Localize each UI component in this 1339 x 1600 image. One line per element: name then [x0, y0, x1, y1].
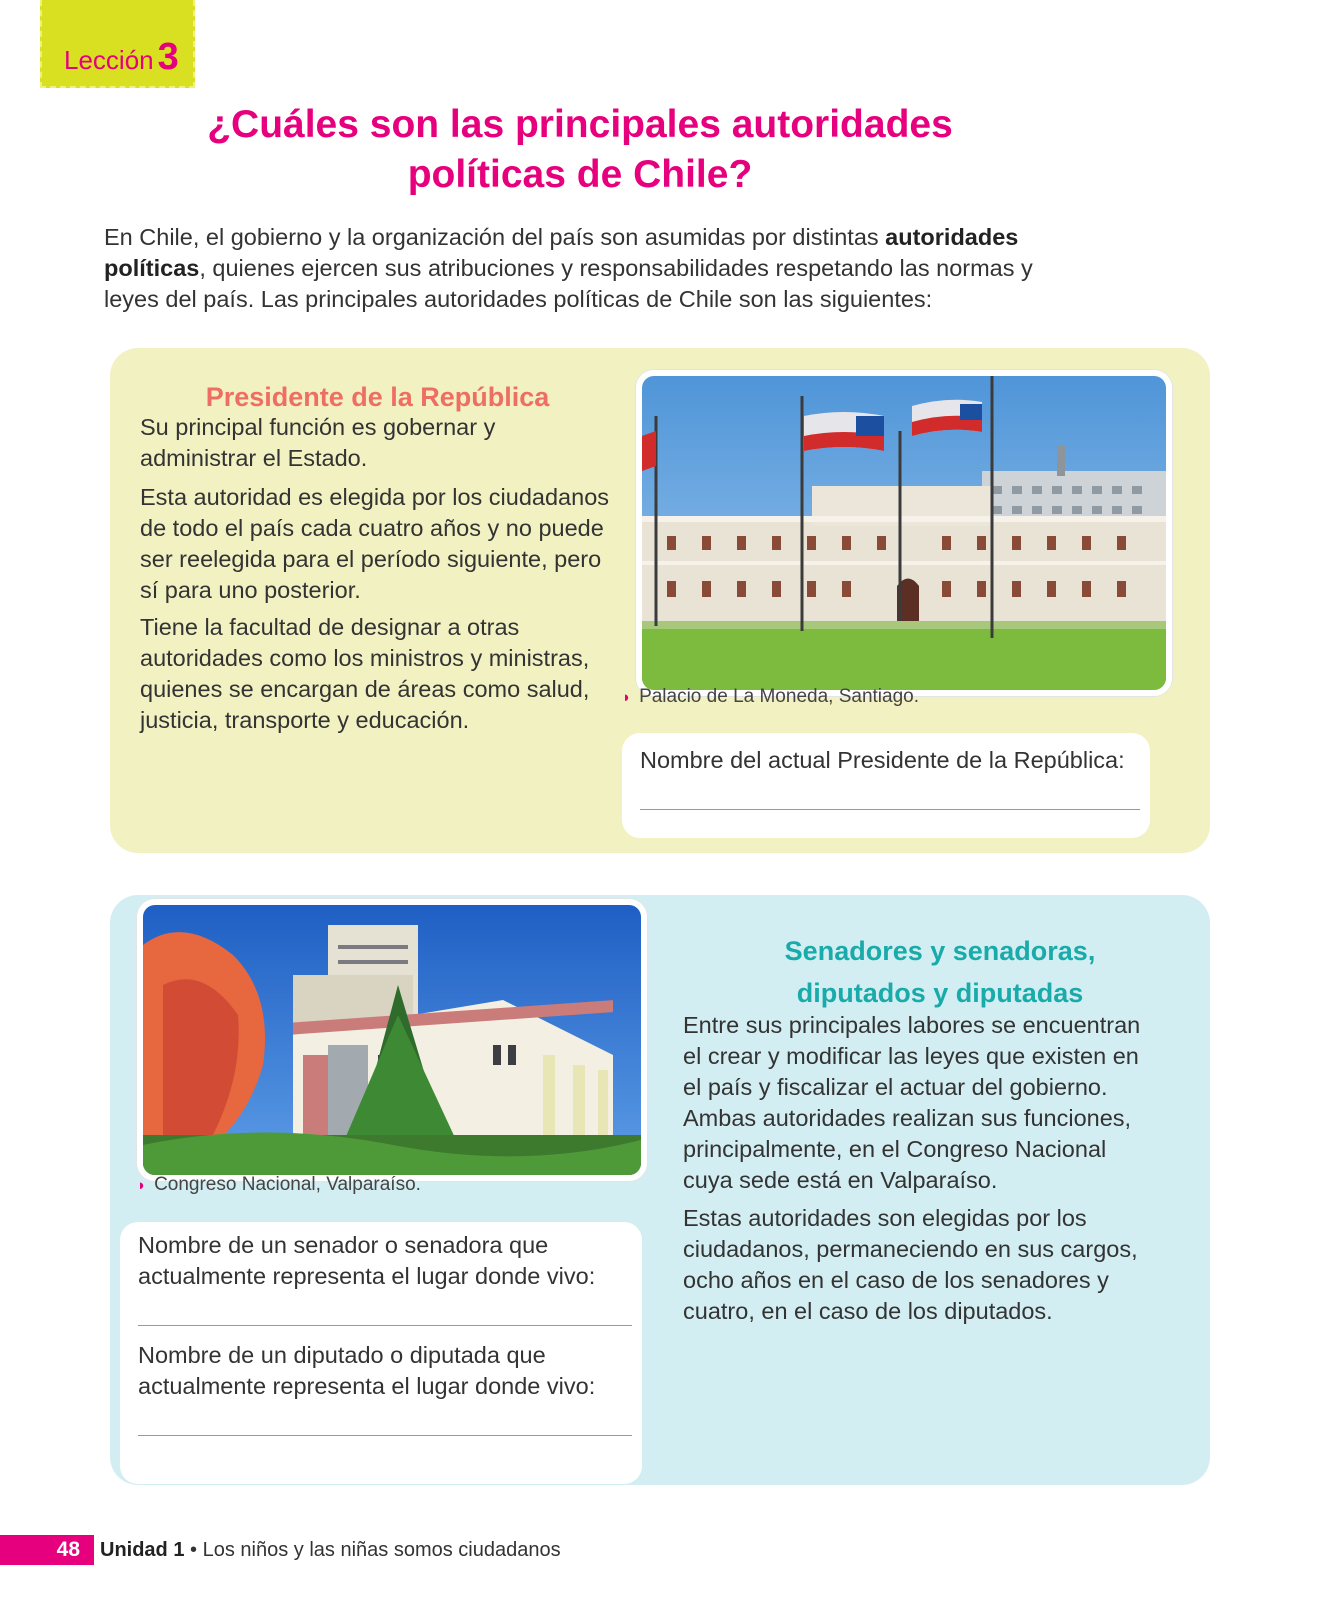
congress-paragraph-2: Estas autoridades son elegidas por los ciudadanos, permaneciendo en sus cargos, ocho años en el caso de los senadores y cuatro, en el caso de los diputados.	[683, 1205, 1138, 1324]
footer-unit: Unidad 1 • Los niños y las niñas somos ciudadanos	[100, 1539, 561, 1561]
caption-marker-icon: ◗	[622, 689, 632, 706]
page-number: 48	[0, 1535, 94, 1565]
congress-photo	[137, 899, 647, 1181]
congress-heading: Senadores y senadoras, diputados y diputadas	[784, 936, 1096, 1008]
president-answer-box	[622, 733, 1150, 838]
lesson-tab	[40, 0, 195, 88]
moneda-photo	[636, 370, 1172, 696]
president-heading: Presidente de la República	[205, 382, 550, 412]
senator-question: Nombre de un senador o senadora que actualmente representa el lugar donde vivo:	[138, 1232, 596, 1289]
president-paragraph-1: Su principal función es gobernar y administrar el Estado.	[140, 414, 496, 471]
moneda-caption: ◗ Palacio de La Moneda, Santiago.	[622, 686, 919, 707]
lesson-number: 3	[157, 36, 179, 78]
congress-answer-box	[120, 1222, 642, 1484]
president-paragraph-2: Esta autoridad es elegida por los ciudadanos de todo el país cada cuatro años y no puede ser reelegida para el período siguiente, pero sí para uno posterior.	[140, 484, 610, 603]
president-answer-line[interactable]	[640, 809, 1140, 810]
congress-caption: ◗ Congreso Nacional, Valparaíso.	[137, 1174, 421, 1195]
intro-paragraph: En Chile, el gobierno y la organización del país son asumidas por distintas autoridades políticas, quienes ejercen sus atribuciones y responsabilidades respetando las normas y leyes del país. Las principales autoridades políticas de Chile son las siguientes:	[104, 224, 1033, 312]
deputy-question: Nombre de un diputado o diputada que actualmente representa el lugar donde vivo:	[138, 1342, 596, 1399]
senator-answer-line[interactable]	[138, 1325, 632, 1326]
caption-marker-icon: ◗	[137, 1177, 147, 1194]
president-paragraph-3: Tiene la facultad de designar a otras autoridades como los ministros y ministras, quienes se encargan de áreas como salud, justicia, transporte y educación.	[140, 614, 590, 733]
page-title: ¿Cuáles son las principales autoridades políticas de Chile?	[207, 103, 953, 196]
congress-paragraph-1: Entre sus principales labores se encuentran el crear y modificar las leyes que existen en el país y fiscalizar el actuar del gobierno. Ambas autoridades realizan sus funciones, principalmente, en el Congreso Nacional cuya sede está en Valparaíso.	[683, 1012, 1141, 1193]
intro-bold-term: autoridades políticas	[104, 224, 1019, 281]
deputy-answer-line[interactable]	[138, 1435, 632, 1436]
president-question: Nombre del actual Presidente de la República:	[640, 747, 1125, 773]
lesson-label: Lección 3	[64, 36, 179, 78]
